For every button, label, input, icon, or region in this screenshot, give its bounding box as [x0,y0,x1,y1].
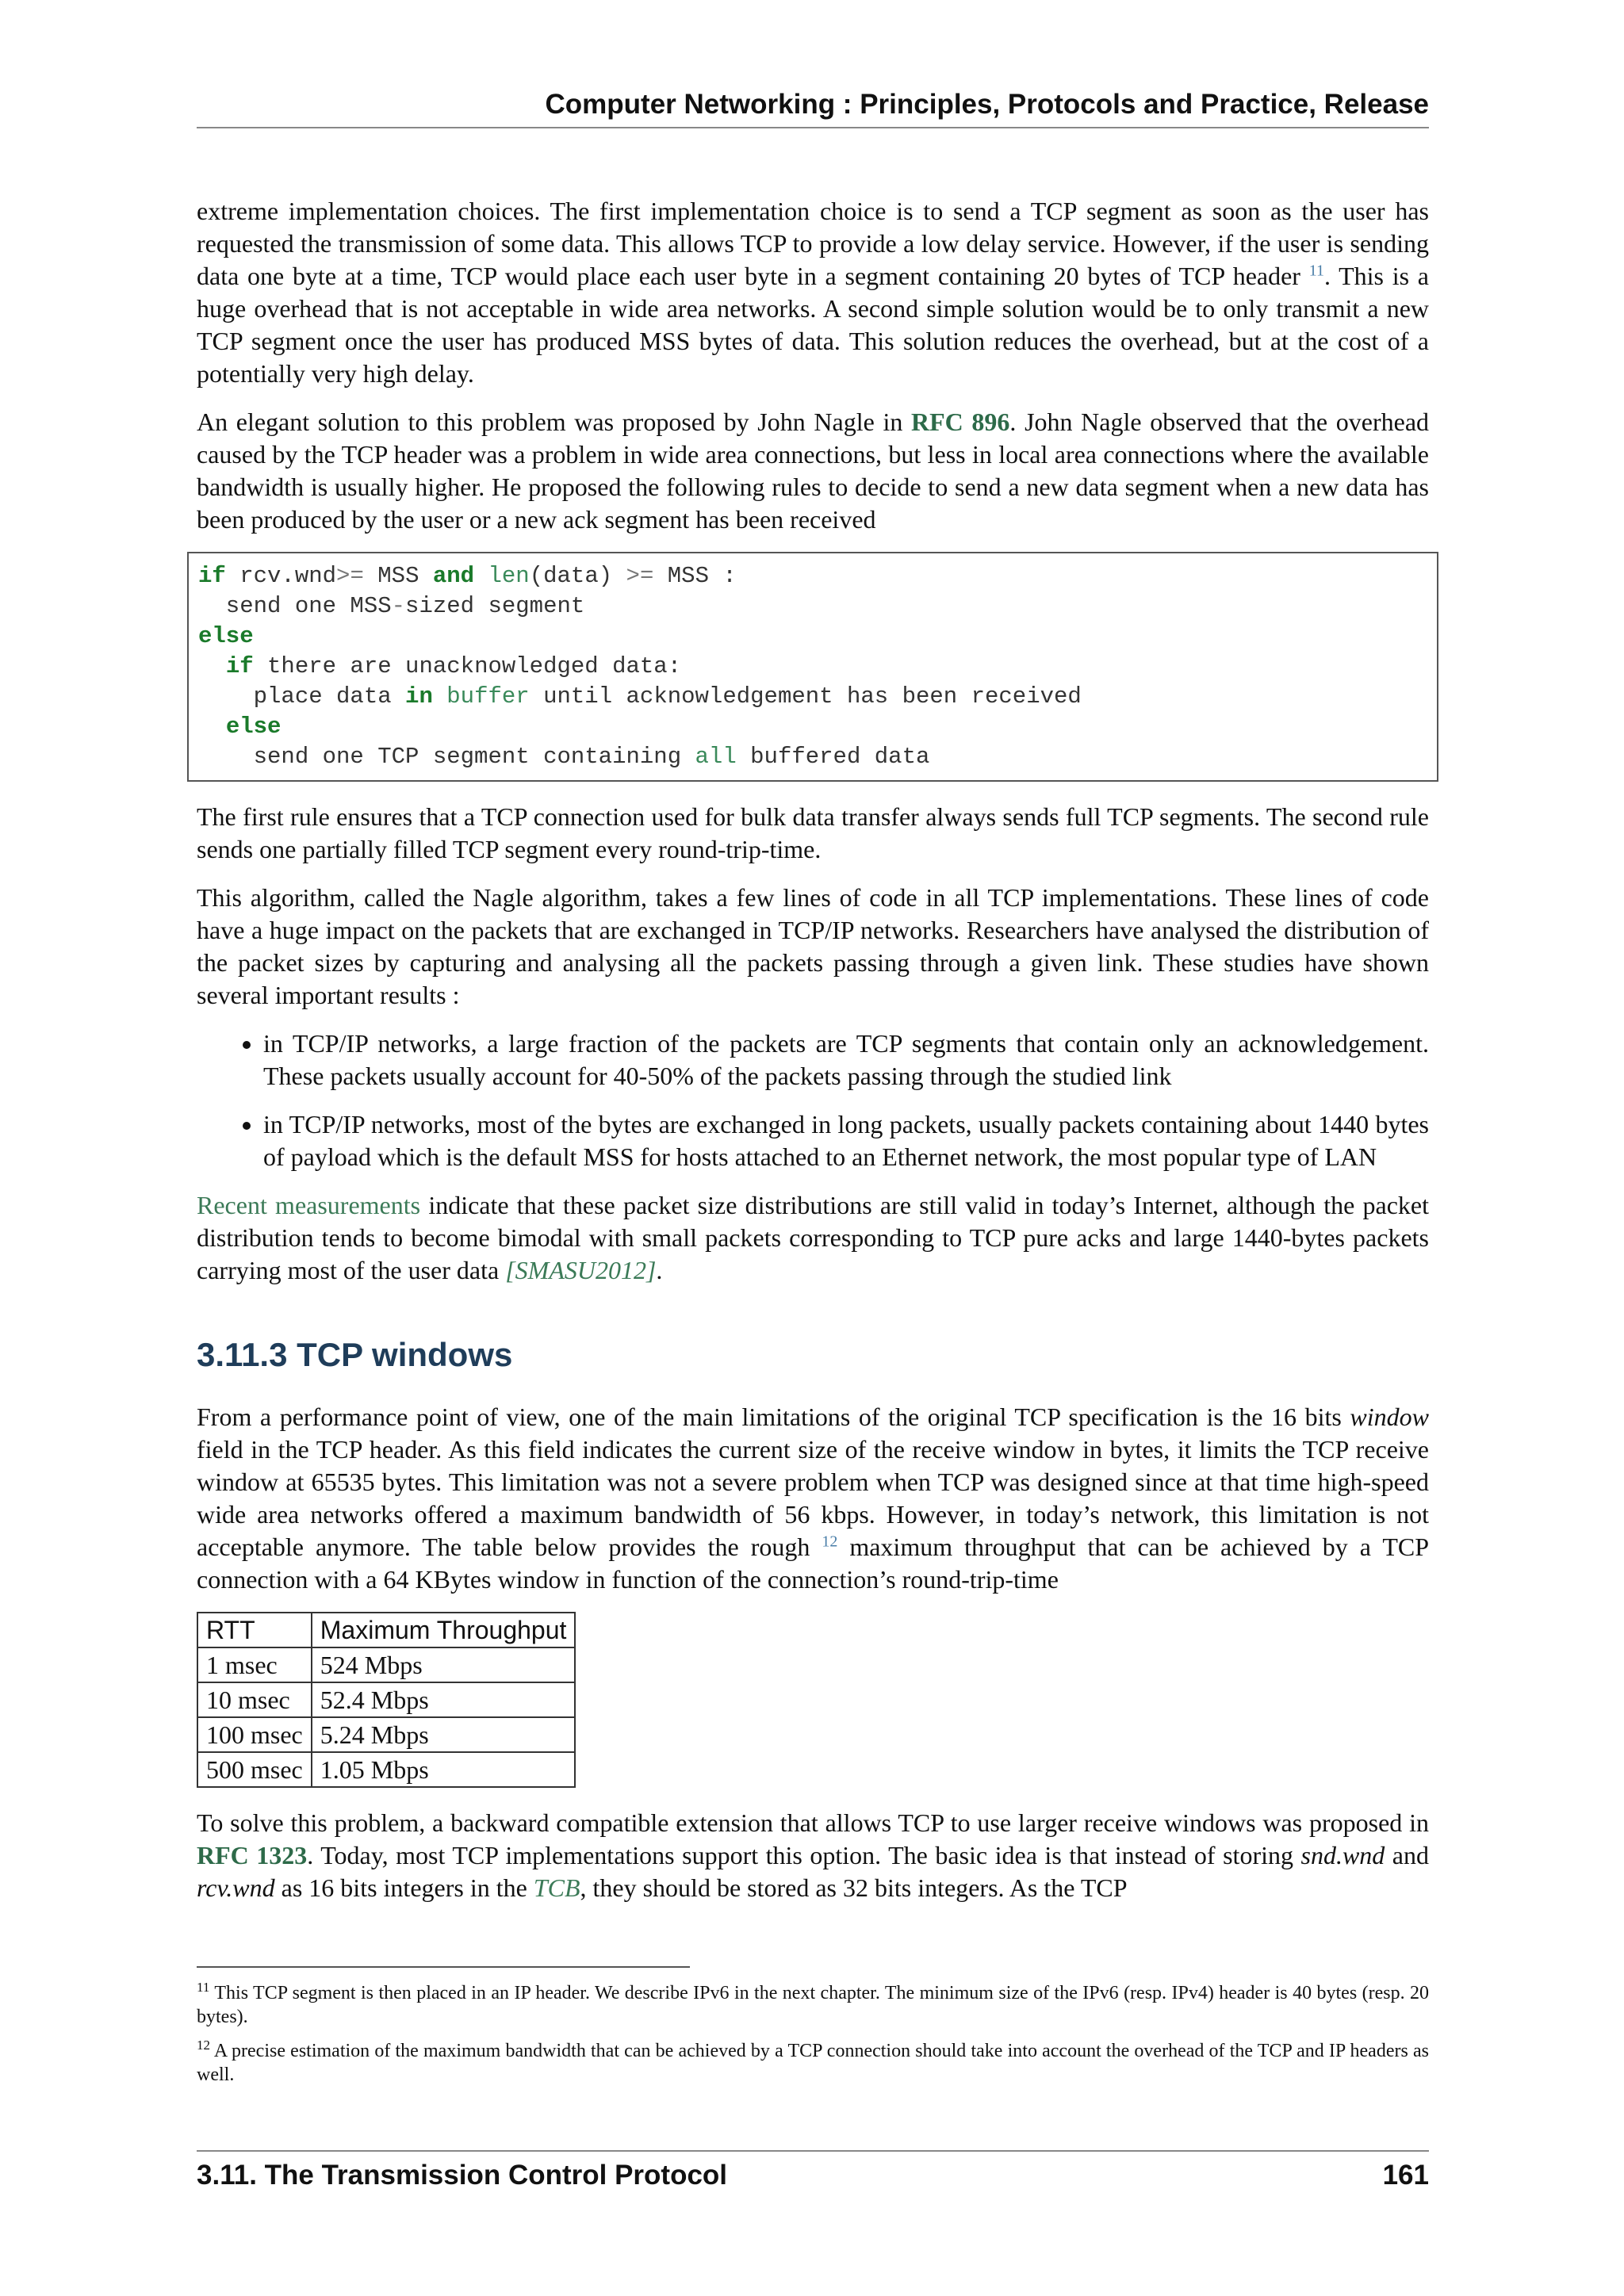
paragraph-tcp-windows [197,1401,1429,1596]
code-text: rcv.wnd [225,563,337,589]
paragraph-text: An elegant solution to this problem was proposed by John Nagle in [197,408,911,436]
code-text [198,714,226,740]
code-text: there are unacknowledged data: [253,653,682,679]
code-operator: - [391,593,406,619]
running-footer [197,2150,1429,2191]
page-number: 161 [1382,2160,1429,2191]
rfc-1323-link[interactable]: RFC 1323 [197,1841,308,1869]
footer-section-title: 3.11. The Transmission Control Protocol [197,2160,728,2191]
table-cell: 5.24 Mbps [312,1717,576,1752]
code-operator: >= [626,563,654,589]
footnote-number: 12 [197,2038,210,2053]
footnote-divider [197,1966,690,1968]
paragraph-recent-measurements [197,1189,1429,1287]
column-header-throughput: Maximum Throughput [312,1613,576,1647]
code-text: send one MSS [198,593,392,619]
emphasis-window: window [1350,1402,1429,1431]
emphasis-snd-wnd: snd.wnd [1300,1841,1385,1869]
citation-link[interactable]: [SMASU2012] [505,1256,657,1284]
table-row [197,1647,575,1682]
footnote-text: This TCP segment is then placed in an IP header. We describe IPv6 in the next chapter. The minimum size of the IPv6 (resp. IPv4) header is 40 bytes (resp. 20 bytes). [197,1983,1429,2027]
code-keyword: and [432,563,475,589]
paragraph-text: To solve this problem, a backward compatible extension that allows TCP to use larger receive windows was proposed in [197,1808,1429,1837]
table-cell: 1 msec [197,1647,312,1682]
paragraph-extreme-choices [197,195,1429,390]
code-builtin: buffer [446,683,530,710]
table-cell: 1.05 Mbps [312,1752,576,1787]
throughput-table [197,1612,576,1788]
paragraph-text: extreme implementation choices. The first implementation choice is to send a TCP segment as soon as the user has requested the transmission of some data. This allows TCP to provide a low delay service. However, if the user is sending data one byte at a time, TCP would place each user byte in a segment containing 20 bytes of TCP header [197,197,1429,290]
paragraph-text: field in the TCP header. As this field indicates the current size of the receive window in bytes, it limits the TCP receive window at 65535 bytes. This limitation was not a severe problem when TCP was designed since at that time high-speed wide area networks offered a maximum bandwidth of 56 kbps. However, in today’s network, this limitation is not acceptable anymore. The table below provides the rough [197,1435,1429,1561]
nagle-code-block [187,552,1438,782]
table-cell: 52.4 Mbps [312,1682,576,1717]
body-text [197,195,1429,1920]
footnote-ref-12[interactable]: 12 [822,1533,838,1551]
paragraph-text: . [656,1256,663,1284]
tcb-link[interactable]: TCB [533,1873,580,1902]
rfc-896-link[interactable]: RFC 896 [911,408,1010,436]
column-header-rtt: RTT [197,1613,312,1647]
emphasis-rcv-wnd: rcv.wnd [197,1873,275,1902]
table-row [197,1717,575,1752]
code-text: send one TCP segment containing [198,744,695,770]
paragraph-text: as 16 bits integers in the [274,1873,534,1902]
list-item: • in TCP/IP networks, most of the bytes are exchanged in long packets, usually packets containing about 1440 bytes of payload which is the default MSS for hosts attached to an Ethernet network, the most popular type of LAN [263,1108,1429,1173]
paragraph-rfc1323 [197,1807,1429,1904]
paragraph-text: maximum throughput that can be achieved by a TCP connection with a 64 KBytes window in function of the connection’s round-trip-time [197,1533,1430,1594]
footnote-11 [197,1976,1429,2029]
paragraph-nagle-impact: This algorithm, called the Nagle algorithm, takes a few lines of code in all TCP implementations. These lines of code have a huge impact on the packets that are exchanged in TCP/IP networks. Researchers have analysed the distribution of the packet sizes by capturing and analysing all the packets passing through a given link. These studies have shown several important results : [197,883,1429,1009]
code-text: (data) [529,563,626,589]
code-builtin: len [488,563,530,589]
code-text [433,683,446,710]
footnote-text: A precise estimation of the maximum bandwidth that can be achieved by a TCP connection should take into account the overhead of the TCP and IP headers as well. [197,2041,1429,2085]
paragraph-text: . John Nagle observed that the overhead caused by the TCP header was a problem in wide area connections, but less in local area connections where the available bandwidth is usually higher. He proposed the following rules to decide to send a new data segment when a new data has been produced by the user or a new ack segment has been received [197,408,1430,534]
code-text: until acknowledgement has been received [529,683,1082,710]
paragraph-first-rule: The first rule ensures that a TCP connection used for bulk data transfer always sends full TCP segments. The second rule sends one partially filled TCP segment every round-trip-time. [197,802,1429,863]
table-cell: 500 msec [197,1752,312,1787]
recent-measurements-link[interactable]: Recent measurements [197,1191,421,1219]
footnote-ref-11[interactable]: 11 [1308,262,1324,280]
results-list [197,1027,1429,1173]
table-cell: 524 Mbps [312,1647,576,1682]
code-text: buffered data [736,744,930,770]
paragraph-text: indicate that these packet size distributions are still valid in today’s Internet, although the packet distribution tends to become bimodal with small packets corresponding to TCP pure acks and large 1440-bytes packets carrying most of the user data [197,1191,1430,1284]
footnote-12 [197,2034,1429,2087]
code-keyword: else [225,714,282,740]
paragraph-text: and [1385,1841,1430,1869]
code-text: place data [198,683,406,710]
running-header: Computer Networking : Principles, Protocols and Practice, Release [197,89,1429,128]
code-operator: >= [336,563,364,589]
code-builtin: all [695,744,737,770]
code-text [198,653,226,679]
code-keyword: in [405,683,433,710]
section-heading: 3.11.3 TCP windows [197,1336,513,1373]
code-keyword: if [198,563,226,589]
paragraph-text: . This is a huge overhead that is not acceptable in wide area networks. A second simple solution would be to only transmit a new TCP segment once the user has produced MSS bytes of data. This solution reduces the overhead, but at the cost of a potentially very high delay. [197,262,1430,388]
code-keyword: if [225,653,254,679]
code-text: MSS : [653,563,737,589]
table-header-row [197,1613,575,1647]
table-row [197,1682,575,1717]
paragraph-text: From a performance point of view, one of the main limitations of the original TCP specification is the 16 bits [197,1402,1350,1431]
footnotes [197,1966,1429,2091]
code-keyword: else [198,623,254,649]
list-item: • in TCP/IP networks, a large fraction of the packets are TCP segments that contain only an acknowledgement. These packets usually account for 40-50% of the packets passing through the studied link [263,1027,1429,1093]
footnote-number: 11 [197,1980,210,1995]
paragraph-text: , they should be stored as 32 bits integers. As the TCP [580,1873,1128,1902]
paragraph-text: . Today, most TCP implementations support this option. The basic idea is that instead of storing [307,1841,1301,1869]
code-text: sized segment [405,593,585,619]
paragraph-nagle-intro [197,406,1429,536]
table-cell: 10 msec [197,1682,312,1717]
table-row [197,1752,575,1787]
table-cell: 100 msec [197,1717,312,1752]
code-text [474,563,488,589]
code-text: MSS [363,563,433,589]
